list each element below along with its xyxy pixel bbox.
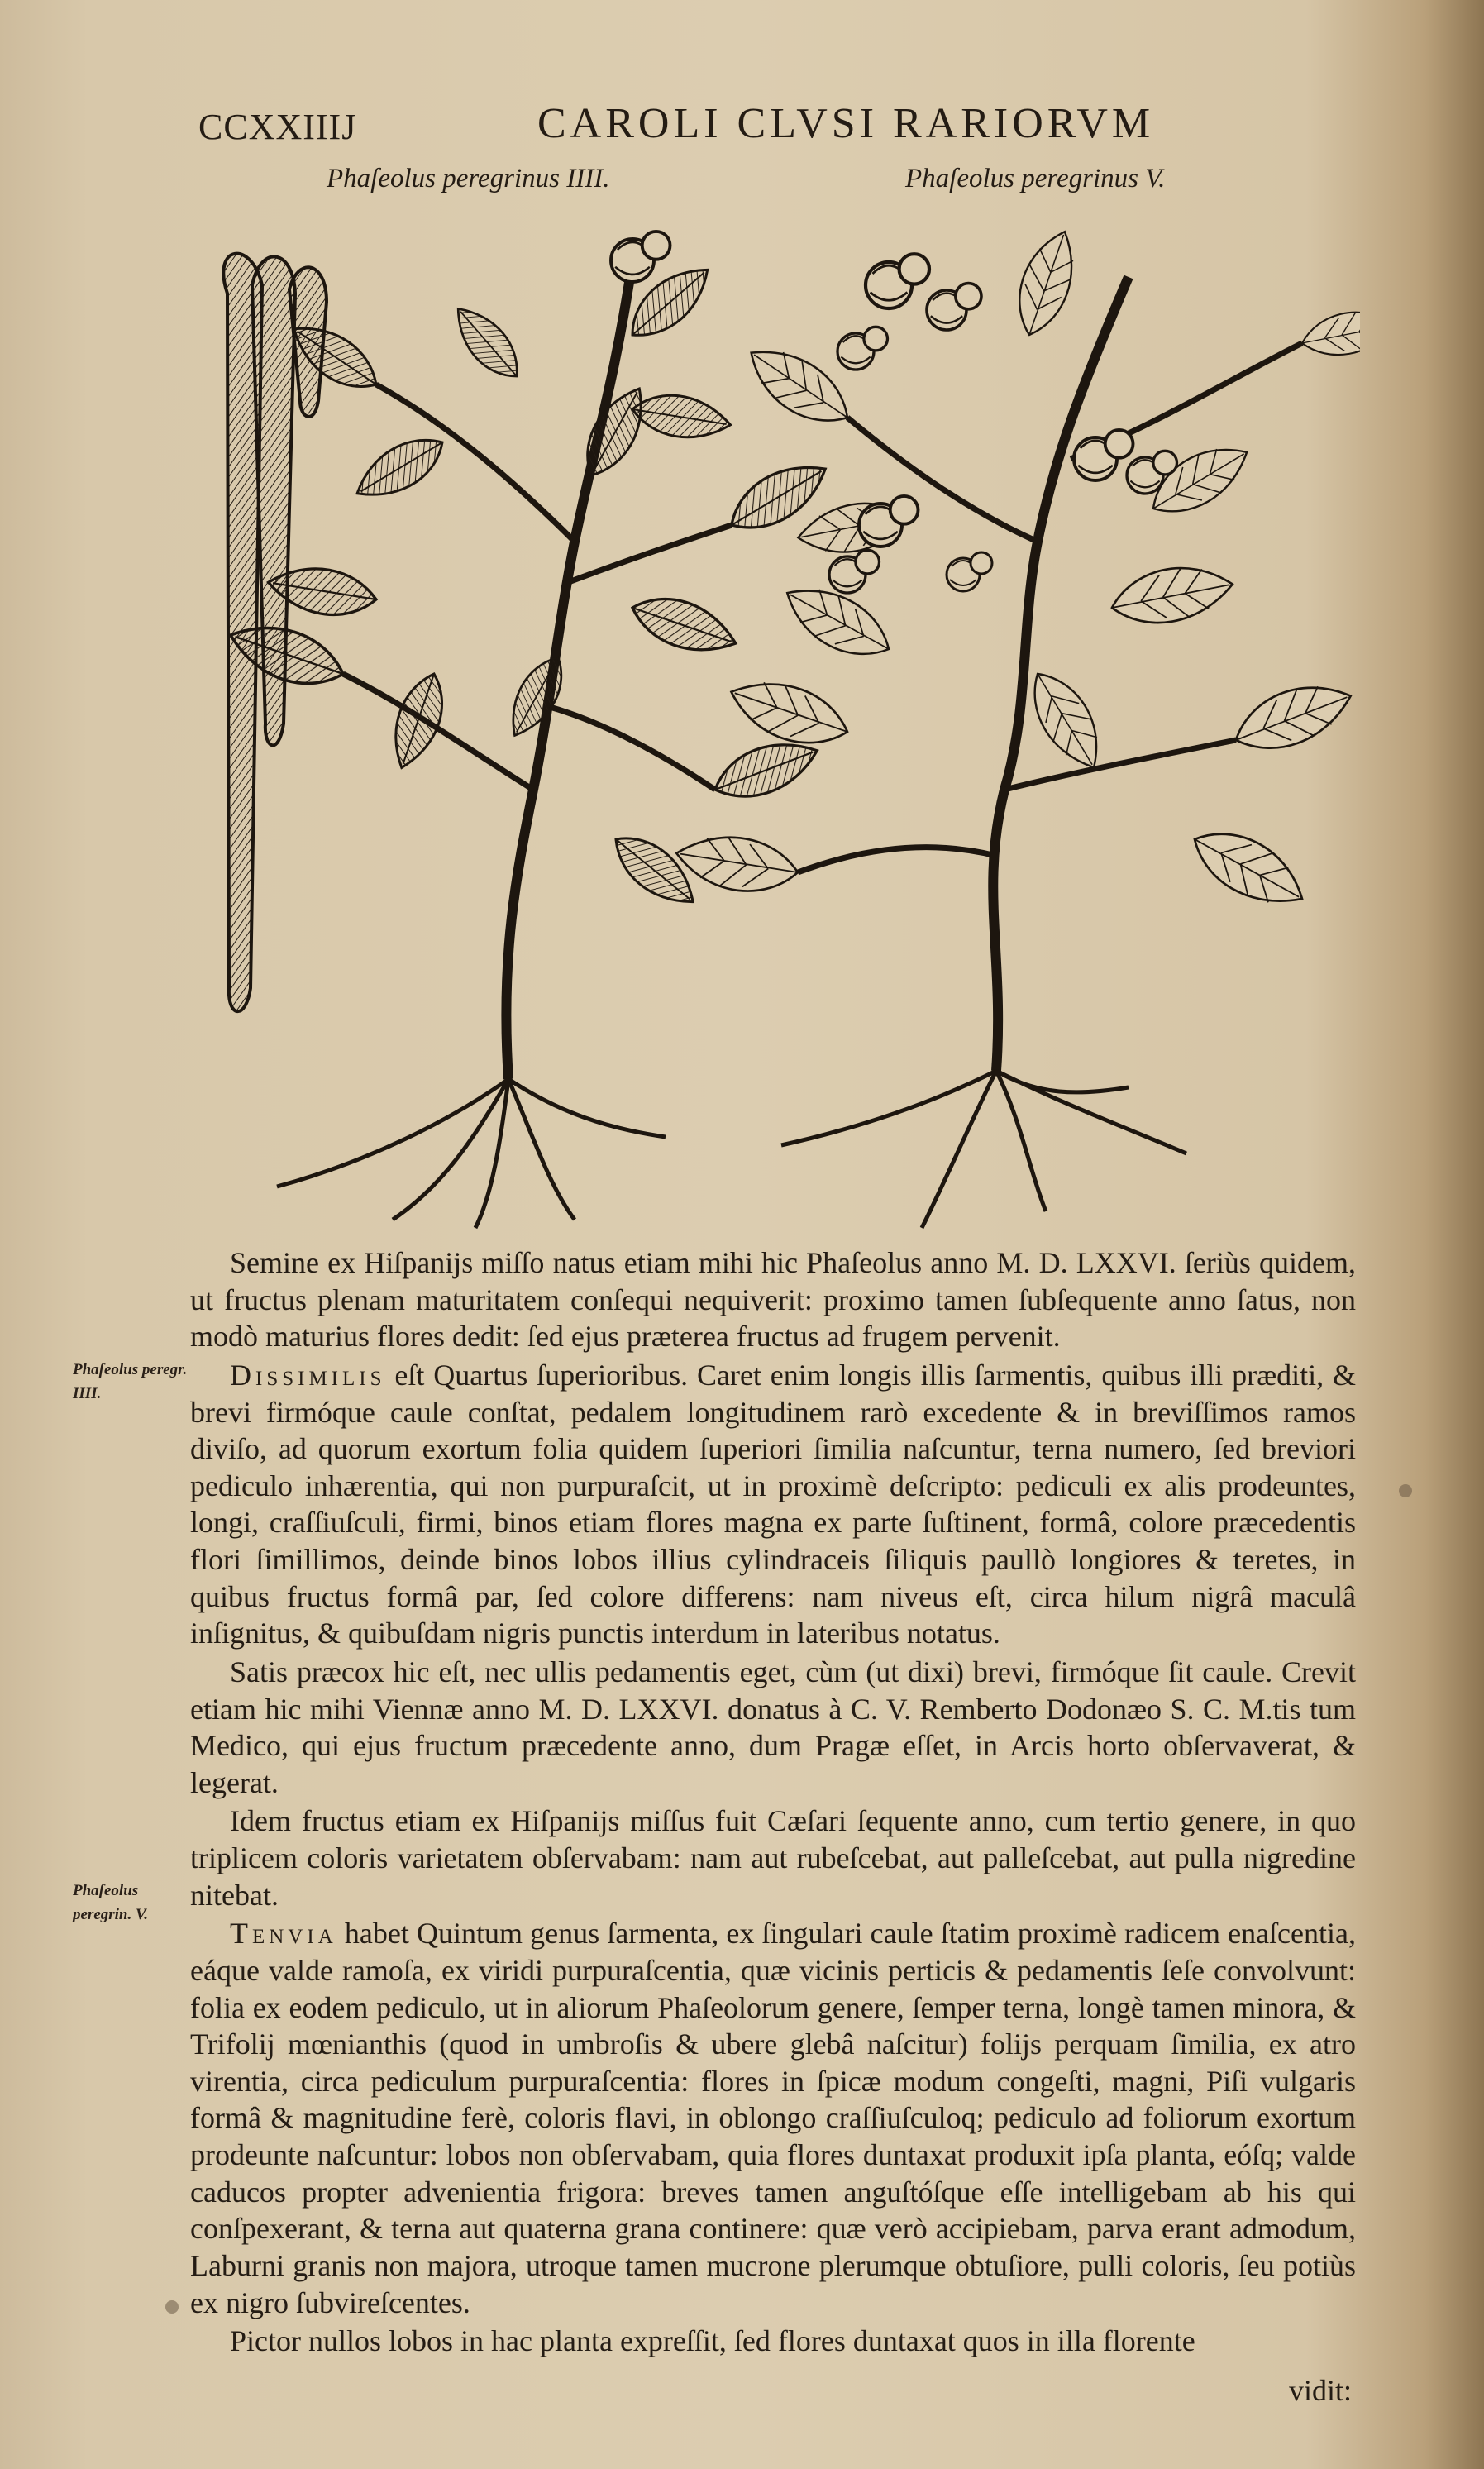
paragraph: Satis præcox hic eſt, nec ullis pedamentis eget, cùm (ut dixi) brevi, firmóque ſit caule. Crevit etiam hic mihi Viennæ anno M. D. LXXVI. donatus à C. V. Remberto Dodonæo S. C. M.tis tum Medico, qui ejus fructum præcedente anno, dum Pragæ eſſet, in Arcis horto obſervaverat, & legerat.: [190, 1655, 1356, 1799]
folio-number: CCXXIIIJ: [198, 107, 357, 147]
paragraph: [190, 1915, 1356, 2321]
paragraph: Idem fructus etiam ex Hiſpanijs miſſus fuit Cæſari ſequente anno, cum tertio genere, in quo triplicem coloris varietatem obſervabam: nam aut rubeſcebat, aut palleſcebat, aut pulla nigredine nitebat.: [190, 1804, 1356, 1912]
caption-left: Phaſeolus peregrinus IIII.: [327, 164, 610, 193]
paragraph: [190, 1357, 1356, 1652]
paragraph-text: habet Quintum genus ſarmenta, ex ſingulari caule ſtatim proximè radicem enaſcentia, eáque valde ramoſa, ex viridi purpuraſcentia, quæ vicinis perticis & pedamentis ſeſe convolvunt: folia ex eodem pediculo, ut in aliorum Phaſeolorum genere, ſemper terna, longè tamen minora, & Trifolij mœnianthis (quod in umbroſis & ubere glebâ naſcitur) folijs perquam ſimilia, ex atro virentia, circa pediculum purpuraſcentia: flores in ſpicæ modum congeſti, magni, Piſi vulgaris formâ & magnitudine ferè, coloris flavi, in oblongo craſſiuſculoq; pediculo ad foliorum exortum prodeunte naſcuntur: lobos non obſervabam, quia flores duntaxat produxit ipſa planta, eóſq; valde caducos propter advenientia frigora: breves tamen anguſtóſque eſſe intelligebam ab his qui conſpexerant, & terna aut quaterna grana continere: quæ verò accipiebam, parva erant admodum, Laburni granis non majora, utroque tamen mucrone plerumque obtuſiore, pulli coloris, ſeu potiùs ex nigro ſubvireſcentes.: [190, 1917, 1356, 2319]
marginal-note: Phaſeolus peregr. IIII.: [73, 1361, 188, 1403]
marginal-note: Phaſeolus peregrin. V.: [73, 1882, 148, 1924]
ink-spot: [1399, 1484, 1412, 1497]
woodcut-illustration: [203, 211, 1360, 1240]
figure-captions: [190, 164, 1364, 205]
paragraph-text: eſt Quartus ſuperioribus. Caret enim longis illis ſarmentis, quibus illi præditi, & brevi firmóque caule conſtat, pedalem longitudinem rarò excedente & in breviſſimos ramos diviſo, ad quorum exortum folia quidem ſuperiori ſimilia naſcuntur, terna numero, ſed breviori pediculo inhærentia, qui non purpuraſcit, ut in proximè deſcripto: pediculi ex alis prodeuntes, longi, craſſiuſculi, firmi, binos etiam flores magna ex parte ſuſtinent, formâ, colore præcedentis flori ſimillimos, deinde binos lobos illius cylindraceis ſiliquis paullò longiores & teretes, in quibus fructus formâ par, ſed colore differens: nam niveus eſt, circa hilum nigrâ maculâ inſignitus, & quibuſdam nigris punctis interdum in lateribus notatus.: [190, 1358, 1356, 1650]
ink-spot: [165, 2300, 179, 2314]
paragraph: Pictor nullos lobos in hac planta expreſſit, ſed flores duntaxat quos in illa florente: [230, 2324, 1195, 2358]
paragraph: Semine ex Hiſpanijs miſſo natus etiam mihi hic Phaſeolus anno M. D. LXXVI. ſeriùs quidem, ut fructus plenam maturitatem conſequi nequiverit: proximo tamen ſubſequente anno ſatus, non modò maturius flores dedit: ſed ejus præterea fructus ad frugem pervenit.: [190, 1246, 1356, 1354]
right-plant: [672, 224, 1360, 1228]
body-text: [190, 1244, 1356, 2362]
caption-right: Phaſeolus peregrinus V.: [905, 164, 1166, 193]
drop-word: Tenvia: [230, 1917, 337, 1951]
page-header: [190, 99, 1364, 149]
left-plant: [222, 232, 837, 1228]
catchword: vidit:: [1288, 2374, 1352, 2407]
drop-word: Dissimilis: [230, 1358, 386, 1392]
running-title: CAROLI CLVSI RARIORVM: [537, 100, 1155, 147]
